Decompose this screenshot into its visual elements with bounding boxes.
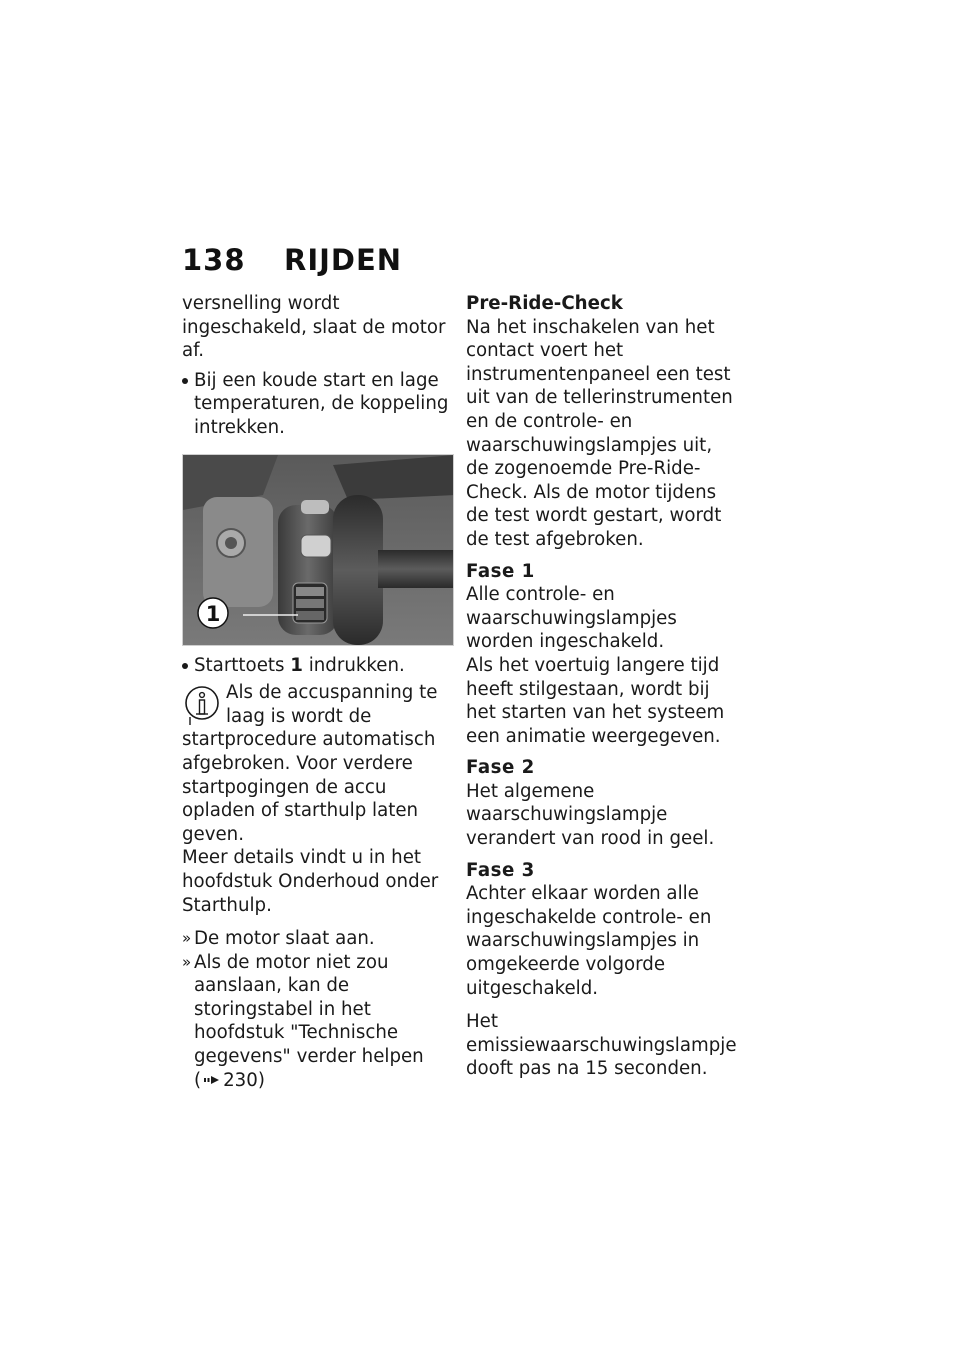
page-header: [182, 243, 402, 277]
result-marker: »: [182, 952, 192, 971]
phase-2-text: Het algemene waarschuwingslampje verandert van rood in geel.: [466, 780, 715, 850]
handlebar-switch-figure: [182, 454, 454, 646]
bullet-cold-start: Bij een koude start en lage temperaturen, de koppeling intrekken.: [182, 369, 454, 440]
info-note: [182, 681, 454, 846]
phase-3-text: Achter elkaar worden alle ingeschakelde controle- en waarschuwingslampjes in omgekeerde volgorde uitgeschakeld.: [466, 883, 712, 999]
phase-1-title: Fase 1: [466, 560, 535, 582]
info-more-details: Meer details vindt u in het hoofdstuk Onderhoud onder Starthulp.: [182, 847, 439, 916]
page-number: 138: [182, 243, 246, 277]
phase-1-text: Alle controle- en waarschuwingslampjes worden ingeschakeld.: [466, 584, 677, 653]
emission-lamp-note: Het emissiewaarschuwingslampje dooft pas na 15 seconden.: [466, 1011, 737, 1080]
page-ref-arrow-icon: [201, 1069, 223, 1093]
phase-1-text-2: Als het voertuig langere tijd heeft stilgestaan, wordt bij het starten van het systeem een animatie weergegeven.: [466, 654, 725, 747]
bullet-starter-button: Starttoets 1 indrukken.: [182, 654, 454, 678]
left-column: [182, 292, 454, 1092]
chapter-title: RIJDEN: [284, 243, 403, 277]
pre-ride-check-intro: Na het inschakelen van het contact voert het instrumentenpaneel een test uit van de tellerinstrumenten en de controle- en waarschuwingslampjes uit, de zogenoemde Pre-Ride-Check. Als de motor tijdens de test wordt gestart, wordt de test afgebroken.: [466, 316, 733, 550]
phase-2-title: Fase 2: [466, 757, 535, 779]
figure-callout-1: 1: [205, 601, 221, 626]
intro-text: versnelling wordt ingeschakeld, slaat de motor af.: [182, 293, 446, 362]
right-column: [466, 292, 738, 1081]
info-text: Als de accuspanning te laag is wordt de startprocedure automatisch afgebroken. Voor verdere startpogingen de accu opladen of starthulp laten geven.: [182, 682, 438, 845]
info-icon: [182, 683, 222, 727]
phase-3-title: Fase 3: [466, 859, 535, 881]
section-heading-pre-ride-check: Pre-Ride-Check: [466, 293, 623, 314]
result-engine-starts: » De motor slaat aan.: [182, 928, 375, 950]
result-marker: »: [182, 929, 192, 948]
page-ref-link[interactable]: 230): [223, 1069, 265, 1091]
result-engine-not-starting: » Als de motor niet zou aanslaan, kan de storingstabel in het hoofdstuk "Technische gegevens" verder helpen ( 230): [182, 951, 424, 1091]
